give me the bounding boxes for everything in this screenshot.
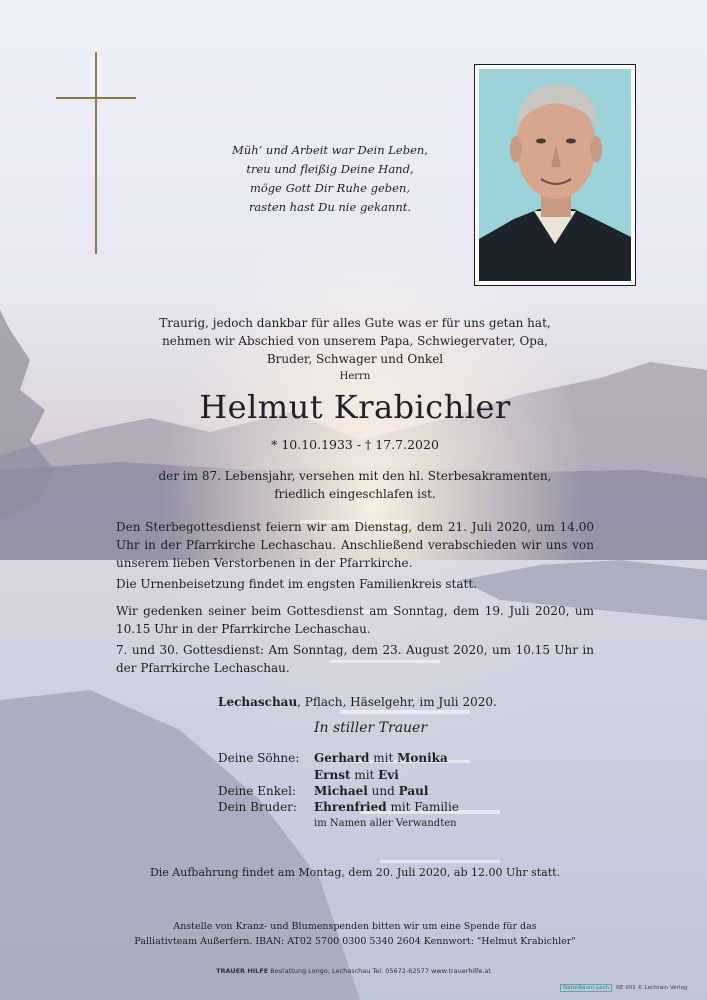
template-code: RE 001 xyxy=(616,985,636,991)
family-label: Dein Bruder: xyxy=(218,800,297,814)
family-member: Monika xyxy=(397,751,448,765)
intro-line: Traurig, jedoch dankbar für alles Gute was er für uns getan hat, xyxy=(159,316,551,330)
life-dates: * 10.10.1933 - † 17.7.2020 xyxy=(271,437,439,452)
donation-notice xyxy=(120,919,590,949)
donation-line: Anstelle von Kranz- und Blumenspenden bitten wir um eine Spende für das xyxy=(173,921,537,932)
family-member: Michael xyxy=(314,784,368,798)
copyright: © Lechrain Verlag xyxy=(637,985,688,991)
poem-line: rasten hast Du nie gekannt. xyxy=(248,200,412,214)
notice-line: der im 87. Lebensjahr, versehen mit den hl. Sterbesakramenten, xyxy=(158,469,552,483)
family-value xyxy=(314,798,459,816)
publisher-mark xyxy=(560,985,687,991)
family-label: Deine Söhne: xyxy=(218,751,300,765)
salutation: Herrn xyxy=(339,371,371,382)
place-bold: Lechaschau xyxy=(218,695,298,709)
family-member: Ehrenfried xyxy=(314,800,387,814)
family-member: Paul xyxy=(398,784,429,798)
donation-line: Palliativteam Außerfern. IBAN: AT02 5700 0300 5340 2604 Kennwort: "Helmut Krabichler" xyxy=(134,936,576,947)
family-member: Gerhard xyxy=(314,751,370,765)
intro-line: nehmen wir Abschied von unserem Papa, Schwiegervater, Opa, xyxy=(162,334,548,348)
family-member: Evi xyxy=(378,768,399,782)
urn-burial-paragraph: Die Urnenbeisetzung findet im engsten Familienkreis statt. xyxy=(116,577,477,591)
family-connector: und xyxy=(367,784,399,798)
cross-vertical xyxy=(95,52,97,254)
cross-horizontal xyxy=(56,97,136,99)
funeral-service-paragraph: Den Sterbegottesdienst feiern wir am Dienstag, dem 21. Juli 2020, um 14.00 Uhr in der Pfarrkirche Lechaschau. Anschließend verabschieden wir uns von unserem lieben Verstorbenen in der Pfarrkirche. xyxy=(116,520,594,570)
family-connector: mit Familie xyxy=(386,800,459,814)
viewing-notice: Die Aufbahrung findet am Montag, dem 20. Juli 2020, ab 12.00 Uhr statt. xyxy=(149,866,561,879)
footer-brand: TRAUER HILFE xyxy=(216,967,269,975)
in-stiller-trauer: In stiller Trauer xyxy=(314,720,428,736)
poem-line: möge Gott Dir Ruhe geben, xyxy=(249,181,411,195)
death-notice-text xyxy=(140,467,570,503)
intro-text xyxy=(140,314,570,368)
template-tag: NaturRaum-Lech xyxy=(560,984,612,992)
notice-line: friedlich eingeschlafen ist. xyxy=(274,487,436,501)
later-services-paragraph: 7. und 30. Gottesdienst: Am Sonntag, dem 23. August 2020, um 10.15 Uhr in der Pfarrkirche Lechaschau. xyxy=(116,643,594,675)
family-connector: mit xyxy=(369,751,398,765)
intro-line: Bruder, Schwager und Onkel xyxy=(266,352,444,366)
poem xyxy=(225,141,435,217)
family-member: Ernst xyxy=(314,768,351,782)
poem-line: Müh’ und Arbeit war Dein Leben, xyxy=(232,143,428,157)
all-relatives: im Namen aller Verwandten xyxy=(314,818,457,829)
place-rest: , Pflach, Häselgehr, im Juli 2020. xyxy=(297,695,497,709)
portrait-photo xyxy=(474,64,636,286)
funeral-home-footer xyxy=(100,967,607,975)
deceased-name: Helmut Krabichler xyxy=(199,388,511,426)
poem-line: treu und fleißig Deine Hand, xyxy=(246,162,414,176)
footer-contact: Bestattung Longo, Lechaschau Tel. 05672-62577 www.trauerhilfe.at xyxy=(268,967,491,975)
place-date xyxy=(218,695,497,709)
family-connector: mit xyxy=(350,768,379,782)
family-label: Deine Enkel: xyxy=(218,784,296,798)
memorial-service-paragraph: Wir gedenken seiner beim Gottesdienst am Sonntag, dem 19. Juli 2020, um 10.15 Uhr in der Pfarrkirche Lechaschau. xyxy=(116,604,594,636)
family-value xyxy=(314,749,448,767)
